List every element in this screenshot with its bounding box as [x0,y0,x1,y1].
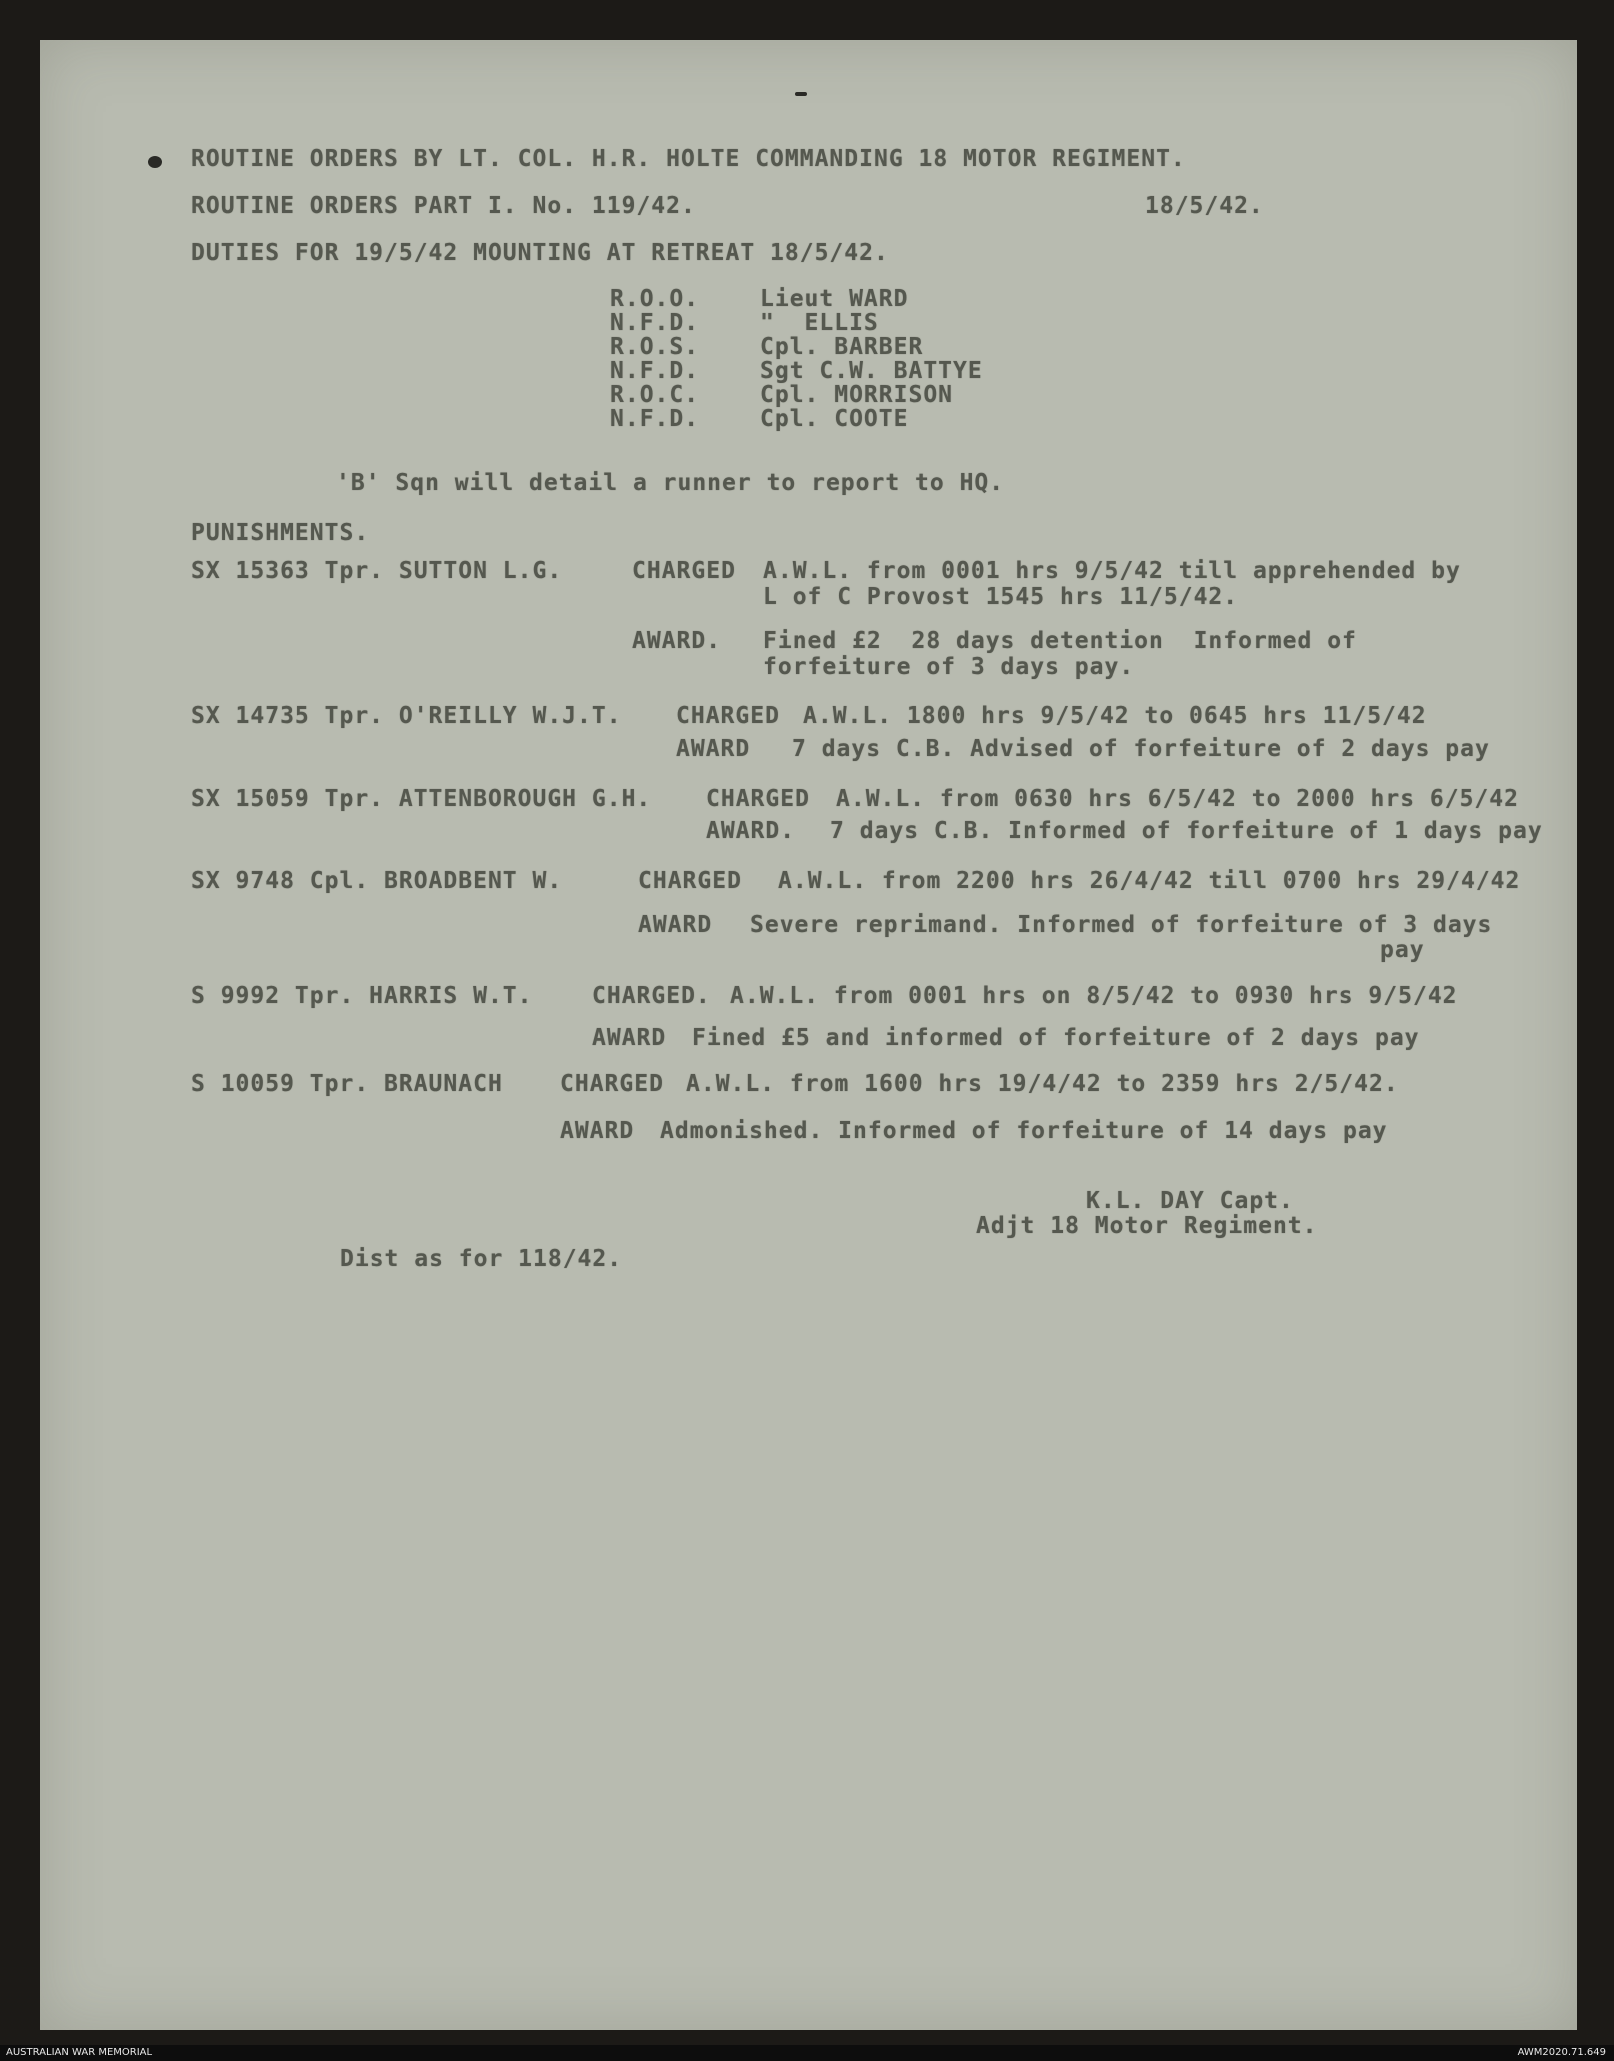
duty-role: R.O.C. [610,382,700,408]
archive-name: AUSTRALIAN WAR MEMORIAL [6,2047,153,2058]
punishments-heading: PUNISHMENTS. [191,520,370,546]
award-text: Admonished. Informed of forfeiture of 14 days pay [660,1118,1388,1144]
award-text: Fined £2 28 days detention Informed of [763,628,1357,654]
award-text: forfeiture of 3 days pay. [763,654,1135,680]
duty-name: Cpl. BARBER [760,334,924,360]
ink-blot [148,156,162,168]
award-text: 7 days C.B. Advised of forfeiture of 2 days pay [792,736,1490,762]
duty-name: Cpl. COOTE [760,406,909,432]
charged-label: CHARGED [638,868,742,894]
award-label: AWARD [676,736,751,762]
award-text: Fined £5 and informed of forfeiture of 2 days pay [692,1025,1420,1051]
duty-role: N.F.D. [610,358,700,384]
award-label: AWARD. [632,628,722,654]
award-text: Severe reprimand. Informed of forfeiture of 3 days [750,912,1493,938]
charge-text: A.W.L. from 1600 hrs 19/4/42 to 2359 hrs 2/5/42. [686,1071,1399,1097]
soldier-name: SX 15363 Tpr. SUTTON L.G. [191,558,563,584]
duty-role: N.F.D. [610,406,700,432]
charge-text: A.W.L. from 0630 hrs 6/5/42 to 2000 hrs 6/5/42 [836,786,1519,812]
duty-name: Cpl. MORRISON [760,382,954,408]
signature-title: Adjt 18 Motor Regiment. [976,1213,1318,1239]
soldier-name: S 9992 Tpr. HARRIS W.T. [191,983,533,1009]
award-label: AWARD [560,1118,635,1144]
archive-reference: AWM2020.71.649 [1517,2047,1606,2058]
award-text: 7 days C.B. Informed of forfeiture of 1 days pay [830,818,1543,844]
charged-label: CHARGED [560,1071,664,1097]
charge-text: A.W.L. 1800 hrs 9/5/42 to 0645 hrs 11/5/42 [803,703,1427,729]
award-label: AWARD. [706,818,796,844]
duty-name: Sgt C.W. BATTYE [760,358,983,384]
award-text: pay [1380,937,1425,963]
duty-name: Lieut WARD [760,286,909,312]
charge-text: A.W.L. from 0001 hrs on 8/5/42 to 0930 hrs 9/5/42 [730,983,1458,1009]
document-page [40,40,1577,2030]
document-title: ROUTINE ORDERS BY LT. COL. H.R. HOLTE COMMANDING 18 MOTOR REGIMENT. [191,146,1186,172]
document-date: 18/5/42. [1145,193,1264,219]
award-label: AWARD [592,1025,667,1051]
award-label: AWARD [638,912,713,938]
duty-role: R.O.S. [610,334,700,360]
duty-name: " ELLIS [760,310,879,336]
charge-text: A.W.L. from 2200 hrs 26/4/42 till 0700 hrs 29/4/42 [778,868,1521,894]
soldier-name: SX 14735 Tpr. O'REILLY W.J.T. [191,703,622,729]
duty-role: N.F.D. [610,310,700,336]
charged-label: CHARGED. [592,983,711,1009]
charged-label: CHARGED [676,703,780,729]
soldier-name: SX 9748 Cpl. BROADBENT W. [191,868,563,894]
charge-text: A.W.L. from 0001 hrs 9/5/42 till apprehended by [763,558,1461,584]
charged-label: CHARGED [632,558,736,584]
distribution-note: Dist as for 118/42. [340,1246,623,1272]
soldier-name: SX 15059 Tpr. ATTENBOROUGH G.H. [191,786,652,812]
charge-text: L of C Provost 1545 hrs 11/5/42. [763,584,1239,610]
charged-label: CHARGED [706,786,810,812]
duty-role: R.O.O. [610,286,700,312]
archive-footer [0,2045,1614,2061]
soldier-name: S 10059 Tpr. BRAUNACH [191,1071,503,1097]
runner-note: 'B' Sqn will detail a runner to report to HQ. [336,470,1005,496]
ink-mark [795,92,807,96]
duties-heading: DUTIES FOR 19/5/42 MOUNTING AT RETREAT 18/5/42. [191,240,889,266]
orders-part-number: ROUTINE ORDERS PART I. No. 119/42. [191,193,696,219]
signature-name: K.L. DAY Capt. [1086,1188,1294,1214]
